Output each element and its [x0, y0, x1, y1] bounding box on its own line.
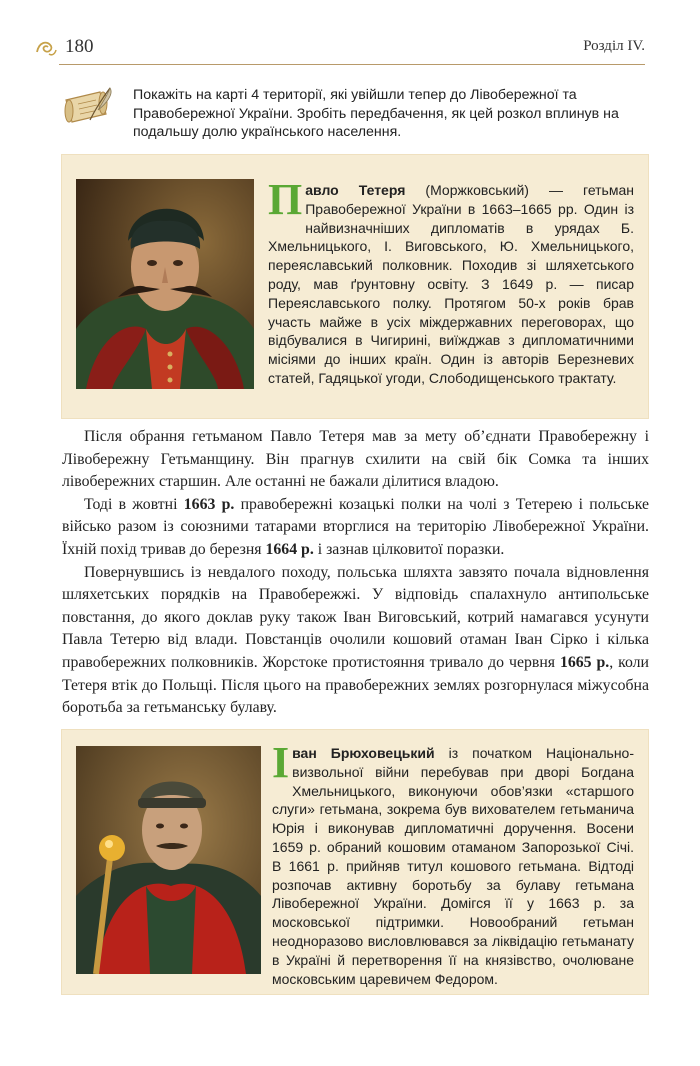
portrait-teteria	[76, 179, 254, 389]
main-text	[62, 426, 649, 720]
date-highlight: 1663 р.	[183, 495, 235, 513]
portrait-briukhovetskyi	[76, 746, 261, 974]
task-text: Покажіть на карті 4 території, які увійшли тепер до Лівобережної та Правобережної України. Зробіть передбачення, як цей розкол вплинув на подальшу долю українського населення.	[133, 87, 619, 141]
scroll-quill-icon	[60, 86, 118, 130]
person-name: ван Брюховецький	[292, 745, 435, 761]
biography-body: (Моржковський) — гетьман Правобережної України в 1663–1665 рр. Один із найвизначніших дипломатів в урядах Б. Хмельницького, І. Виговського, Ю. Хмельницького, переяславський полковник. Походив зі шляхетського роду, мав ґрунтовну освіту. З 1649 р. — писар Переяславського полку. Протягом 50-х років брав участь майже в усіх міждержавних переговорах, що відбувалися в Чигирині, виїжджав з дипломатичними місіями до інших країн. Один із авторів Березневих статей, Гадяцької угоди, Слободищенського трактату.	[268, 182, 634, 386]
biography-text-teteria	[268, 175, 634, 388]
date-highlight: 1664 р.	[265, 540, 314, 558]
paragraph: Після обрання гетьманом Павло Тетеря мав за мету об’єднати Правобережну і Лівобережну Гетьманщину. Він прагнув схилити на свій бік Сомка та інших лівобережних старшин. Але останні не бажали ділитися владою.	[62, 428, 649, 491]
biography-body: із початком Національно-визвольної війни перебував при дворі Богдана Хмельницького, виконуючи обов’язки «старшого слуги» гетьмана, зокрема був вихователем гетьманича Юрія і виконував дипломатичні доручення. Восени 1659 р. обраний кошовим отаманом Запорозької Січі. В 1661 р. прийняв титул кошового гетьмана. Відтоді розпочав активну боротьбу за булаву гетьмана Лівобережної України. Домігся її у 1663 р. за московської підтримки. Новообраний гетьман неодноразово висловлювався за ліквідацію гетьманату в Україні й перетворення її на князівство, очолюване московським царевичем Федором.	[272, 745, 635, 987]
person-name: авло Тетеря	[305, 182, 406, 198]
paragraph: Повернувшись із невдалого походу, польська шляхта завзято почала відновлення шляхетських порядків на Правобережжі. У відповідь спалахнуло антипольське повстання, до якого доклав руку також Іван Виговський, котрий намагався усунути Павла Тетерю від влади. Повстанців очолили кошовий отаман Іван Сірко і кілька правобережних полковників. Жорстоке протистояння тривало до червня 1665 р., коли Тетеря втік до Польщі. Після цього на правобережних землях розгорнулася міжусобна боротьба за гетьманську булаву.	[62, 563, 649, 717]
biography-box-teteria	[62, 155, 648, 418]
page-number: 180	[65, 36, 94, 57]
biography-box-briukhovetskyi	[62, 730, 648, 994]
header-rule	[59, 64, 645, 65]
drop-cap: І	[272, 738, 290, 787]
section-title: Розділ IV.	[583, 38, 645, 54]
ornament-icon	[35, 38, 57, 58]
date-highlight: 1665 р.	[559, 653, 610, 671]
page-header	[35, 36, 665, 64]
drop-cap: П	[268, 175, 303, 224]
paragraph: Тоді в жовтні 1663 р. правобережні козацькі полки на чолі з Тетерею і польське військо разом із союзними татарами вторглися на територію Лівобережної України. Їхній похід тривав до березня 1664 р. і зазнав цілковитої поразки.	[62, 495, 649, 558]
biography-text-briukhovetskyi	[272, 738, 635, 988]
